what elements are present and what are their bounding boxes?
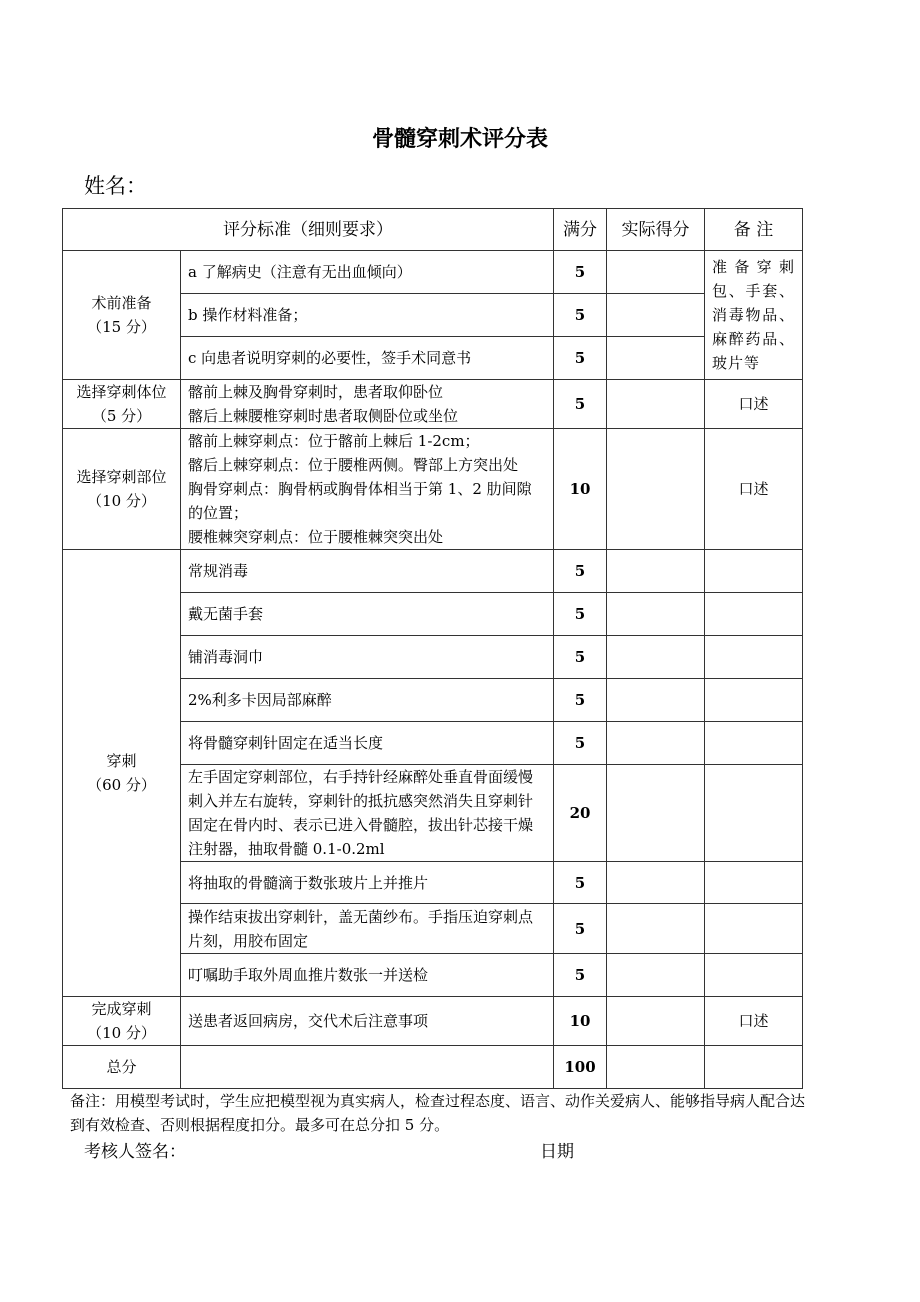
table-row [63, 997, 803, 1046]
table-row [63, 1046, 803, 1089]
header-criteria: 评分标准（细则要求） [63, 209, 554, 251]
actual-score-input[interactable] [607, 904, 705, 954]
full-score-cell: 5 [554, 593, 607, 636]
criteria-cell: a 了解病史（注意有无出血倾向） [181, 251, 554, 294]
footnote: 备注：用模型考试时，学生应把模型视为真实病人，检查过程态度、语言、动作关爱病人、能够指导病人配合达到有效检查、否则根据程度扣分。最多可在总分扣 5 分。 [70, 1092, 806, 1134]
table-row [63, 251, 803, 294]
category-cell: 总分 [63, 1046, 181, 1089]
full-score-cell: 5 [554, 862, 607, 904]
actual-score-input[interactable] [607, 380, 705, 429]
criteria-cell [181, 1046, 554, 1089]
remarks-cell [705, 593, 803, 636]
criteria-cell: 髂前上棘穿刺点：位于髂前上棘后 1-2cm； 髂后上棘穿刺点：位于腰椎两侧。臀部上方突出处 胸骨穿刺点：胸骨柄或胸骨体相当于第 1、2 肋间隙的位置； 腰椎棘突穿刺点：位于腰椎棘突突出处 [181, 429, 554, 550]
criteria-cell: 将抽取的骨髓滴于数张玻片上并推片 [181, 862, 554, 904]
full-score-cell: 10 [554, 997, 607, 1046]
criteria-cell: 铺消毒洞巾 [181, 636, 554, 679]
actual-score-input[interactable] [607, 862, 705, 904]
remarks-cell [705, 1046, 803, 1089]
actual-score-input[interactable] [607, 954, 705, 997]
category-cell: 选择穿刺体位 （5 分） [63, 380, 181, 429]
criteria-cell: b 操作材料准备； [181, 294, 554, 337]
examiner-signature-label: 考核人签名： [84, 1142, 186, 1162]
actual-score-input[interactable] [607, 294, 705, 337]
actual-score-input[interactable] [607, 722, 705, 765]
page-title: 骨髓穿刺术评分表 [371, 126, 548, 152]
criteria-cell: 常规消毒 [181, 550, 554, 593]
category-cell: 选择穿刺部位 （10 分） [63, 429, 181, 550]
remarks-cell [705, 954, 803, 997]
remarks-cell [705, 679, 803, 722]
actual-score-input[interactable] [607, 550, 705, 593]
criteria-cell: 叮嘱助手取外周血推片数张一并送检 [181, 954, 554, 997]
name-label: 姓名： [84, 174, 147, 198]
remarks-cell [705, 636, 803, 679]
criteria-cell: 左手固定穿刺部位，右手持针经麻醉处垂直骨面缓慢刺入并左右旋转，穿刺针的抵抗感突然消失且穿刺针固定在骨内时、表示已进入骨髓腔，拔出针芯接干燥注射器，抽取骨髓 0.1-0.2ml [181, 765, 554, 862]
actual-score-input[interactable] [607, 337, 705, 380]
full-score-cell: 5 [554, 294, 607, 337]
header-remarks: 备 注 [705, 209, 803, 251]
criteria-cell: 戴无菌手套 [181, 593, 554, 636]
category-cell: 穿刺 （60 分） [63, 550, 181, 997]
actual-score-input[interactable] [607, 593, 705, 636]
criteria-cell: 操作结束拔出穿刺针，盖无菌纱布。手指压迫穿刺点片刻，用胶布固定 [181, 904, 554, 954]
full-score-cell: 5 [554, 904, 607, 954]
table-header-row [63, 209, 803, 251]
table-row [63, 380, 803, 429]
scoring-table [62, 208, 803, 1089]
remarks-cell [705, 722, 803, 765]
full-score-cell: 5 [554, 679, 607, 722]
full-score-cell: 5 [554, 251, 607, 294]
criteria-cell: c 向患者说明穿刺的必要性，签手术同意书 [181, 337, 554, 380]
full-score-cell: 5 [554, 954, 607, 997]
header-full-score: 满分 [554, 209, 607, 251]
full-score-cell: 5 [554, 550, 607, 593]
header-actual-score: 实际得分 [607, 209, 705, 251]
full-score-cell: 5 [554, 722, 607, 765]
full-score-cell: 100 [554, 1046, 607, 1089]
full-score-cell: 5 [554, 337, 607, 380]
date-label: 日期 [540, 1142, 574, 1162]
table-row [63, 550, 803, 593]
full-score-cell: 5 [554, 636, 607, 679]
actual-score-input[interactable] [607, 765, 705, 862]
full-score-cell: 5 [554, 380, 607, 429]
actual-score-input[interactable] [607, 1046, 705, 1089]
criteria-cell: 送患者返回病房，交代术后注意事项 [181, 997, 554, 1046]
category-cell: 完成穿刺 （10 分） [63, 997, 181, 1046]
remarks-cell: 准 备 穿 刺包、手套、消毒物品、麻醉药品、玻片等 [705, 251, 803, 380]
remarks-cell: 口述 [705, 997, 803, 1046]
category-cell: 术前准备 （15 分） [63, 251, 181, 380]
remarks-cell: 口述 [705, 380, 803, 429]
actual-score-input[interactable] [607, 679, 705, 722]
remarks-cell: 口述 [705, 429, 803, 550]
remarks-cell [705, 765, 803, 862]
actual-score-input[interactable] [607, 429, 705, 550]
remarks-cell [705, 904, 803, 954]
criteria-cell: 髂前上棘及胸骨穿刺时，患者取仰卧位 髂后上棘腰椎穿刺时患者取侧卧位或坐位 [181, 380, 554, 429]
remarks-cell [705, 862, 803, 904]
actual-score-input[interactable] [607, 997, 705, 1046]
table-row [63, 429, 803, 550]
actual-score-input[interactable] [607, 251, 705, 294]
actual-score-input[interactable] [607, 636, 705, 679]
criteria-cell: 将骨髓穿刺针固定在适当长度 [181, 722, 554, 765]
full-score-cell: 20 [554, 765, 607, 862]
remarks-cell [705, 550, 803, 593]
criteria-cell: 2%利多卡因局部麻醉 [181, 679, 554, 722]
full-score-cell: 10 [554, 429, 607, 550]
